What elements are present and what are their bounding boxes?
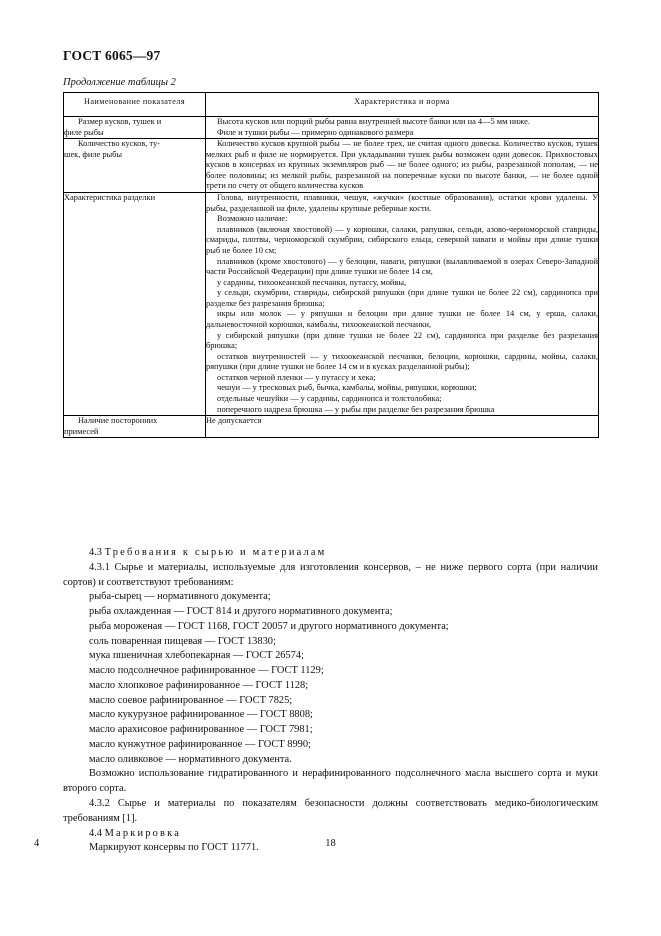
row-name-cell bbox=[64, 193, 206, 416]
clause-4-4-text: Маркируют консервы по ГОСТ 11771. bbox=[89, 842, 259, 854]
row-value-cell bbox=[206, 139, 599, 193]
row-name-line: Характеристика разделки bbox=[64, 193, 156, 203]
row-paragraph: поперечного надреза брюшка — у рыбы при разделке без разрезания брюшка bbox=[217, 404, 495, 414]
row-name-line: Наличие посторонних bbox=[78, 416, 158, 426]
material-item: рыба мороженая — ГОСТ 1168, ГОСТ 20057 и другого нормативного документа; bbox=[89, 620, 449, 632]
column-header-indicator-name: Наименование показателя bbox=[64, 93, 206, 117]
table-row bbox=[64, 139, 599, 193]
section-number: 4.4 bbox=[89, 827, 102, 839]
row-paragraph: Количество кусков крупной рыбы — не более трех, не считая одного довеска. Количество кусков, тушек мелких рыб и филе не нормируется. При укладывании тушек рыбы возможен один довесок. Прихвостовых кусков в консервах из крупных экземпляров рыб — не более одного; из рыбы, разрезанной пополам, — не более половины; из мелкой рыбы, разрезанной на поперечные куски по высоте банки, — не более одной трети по счету от общего количества кусков bbox=[206, 139, 598, 191]
row-paragraph: Голова, внутренности, плавники, чешуя, «жучки» (костные образования), остатки крови удалены. У рыбы, разделанной на филе, удалены крупные реберные кости. bbox=[206, 193, 598, 213]
row-paragraph: Возможно наличие: bbox=[217, 214, 288, 224]
material-item: рыба-сырец — нормативного документа; bbox=[89, 591, 271, 603]
material-item: масло арахисовое рафинированное — ГОСТ 7981; bbox=[89, 724, 313, 736]
row-paragraph: Высота кусков или порций рыбы равна внутренней высоте банки или на 4—5 мм ниже. bbox=[217, 117, 530, 126]
clause-4-3-1: 4.3.1 Сырье и материалы, используемые для изготовления консервов, – не ниже первого сорта (при наличии сортов) и соответствуют требованиям: bbox=[63, 561, 598, 588]
row-paragraph: остатков черной пленки — у путассу и хека; bbox=[217, 372, 376, 382]
requirements-table bbox=[63, 92, 599, 438]
section-heading-4-3 bbox=[63, 546, 598, 561]
row-paragraph: Филе и тушки рыбы — примерно одинакового размера bbox=[217, 127, 414, 137]
row-paragraph: Не допускается bbox=[206, 416, 262, 426]
table-caption: Продолжение таблицы 2 bbox=[63, 77, 176, 88]
table-row bbox=[64, 416, 599, 438]
row-paragraph: плавников (включая хвостовой) — у корюшки, салаки, рапушки, сельди, азово-черноморской ставриды, смариды, плотвы, черноморской скумбрии, сибирского ельца, северной наваги и мойвы при длине тушки рыб не более 10 см; bbox=[206, 224, 598, 255]
table-row bbox=[64, 117, 599, 139]
table-header-row bbox=[64, 93, 599, 117]
standard-number: ГОСТ 6065—97 bbox=[63, 48, 161, 63]
row-value-cell bbox=[206, 193, 599, 416]
section-number: 4.3 bbox=[89, 547, 102, 558]
row-name-cell bbox=[64, 117, 206, 139]
row-paragraph: отдельные чешуйки — у сардины, сардинопса и толстолобика; bbox=[217, 394, 442, 404]
row-paragraph: у сардины, тихоокеанской песчанки, путассу, мойвы, bbox=[217, 277, 407, 287]
table-body bbox=[64, 117, 599, 438]
row-paragraph: остатков внутренностей — у тихоокеанской песчанки, белоции, корюшки, сардины, мойвы, салаки, ряпушки (при длине тушки не более 14 см и в кусках разделанной рыбы); bbox=[206, 351, 598, 372]
material-item: масло кукурузное рафинированное — ГОСТ 8808; bbox=[89, 709, 313, 721]
row-name-line: Размер кусков, тушек и bbox=[78, 117, 162, 126]
material-item: масло оливковое — нормативного документа. bbox=[89, 753, 292, 765]
column-header-characteristic: Характеристика и норма bbox=[206, 93, 599, 117]
row-paragraph: у сельди, скумбрии, ставриды, сибирской ряпушки (при длине тушки не более 22 см), сардинопса при разделке без разрезания брюшка; bbox=[206, 288, 598, 308]
table-head bbox=[64, 93, 599, 117]
table-row bbox=[64, 193, 599, 416]
section-title: Требования к сырью и материалам bbox=[104, 547, 327, 558]
row-paragraph: у сибирской ряпушки (при длине тушки не более 22 см), сардинопса при разделке без разрезания брюшка; bbox=[206, 330, 598, 351]
material-item: масло хлопковое рафинированное — ГОСТ 1128; bbox=[89, 679, 309, 691]
row-name-cell bbox=[64, 416, 206, 438]
folio-center: 18 bbox=[325, 838, 336, 849]
clause-4-3-2: 4.3.2 Сырье и материалы по показателям безопасности должны соответствовать медико-биологическим требованиям [1]. bbox=[63, 798, 598, 824]
row-name-cell bbox=[64, 139, 206, 193]
body-text bbox=[63, 546, 598, 856]
material-item: мука пшеничная хлебопекарная — ГОСТ 26574; bbox=[89, 650, 304, 662]
material-item: масло соевое рафинированное — ГОСТ 7825; bbox=[89, 694, 293, 706]
row-name-line: шек, филе рыбы bbox=[64, 149, 123, 159]
note-oil-grades: Возможно использование гидратированного и нерафинированного подсолнечного масла высшего сорта и муки второго сорта. bbox=[63, 768, 598, 795]
material-item: масло кунжутное рафинированное — ГОСТ 8990; bbox=[89, 738, 311, 750]
material-item: рыба охлажденная — ГОСТ 814 и другого нормативного документа; bbox=[89, 606, 393, 618]
row-paragraph: плавников (кроме хвостового) — у белоции, наваги, ряпушки (вылавливаемой в озерах Северо-Западной части Российской Федерации) при длине тушки не более 14 см, bbox=[206, 256, 598, 277]
row-name-line: примесей bbox=[64, 426, 99, 436]
row-name-line: Количество кусков, ту- bbox=[78, 139, 160, 149]
material-item: масло подсолнечное рафинированное — ГОСТ 1129; bbox=[89, 665, 324, 677]
row-name-line: филе рыбы bbox=[64, 127, 104, 137]
material-item: соль поваренная пищевая — ГОСТ 13830; bbox=[89, 635, 276, 647]
row-paragraph: чешуи — у тресковых рыб, бычка, камбалы, мойвы, ряпушки, корюшки; bbox=[217, 383, 477, 393]
row-value-cell bbox=[206, 117, 599, 139]
row-paragraph: икры или молок — у ряпушки и белоции при длине тушки не более 14 см, у ерша, салаки, дальневосточной корюшки, камбалы, тихоокеанской песчанки, bbox=[206, 309, 598, 329]
row-value-cell bbox=[206, 416, 599, 438]
section-title: Маркировка bbox=[104, 827, 182, 839]
folio-left: 4 bbox=[34, 838, 40, 849]
